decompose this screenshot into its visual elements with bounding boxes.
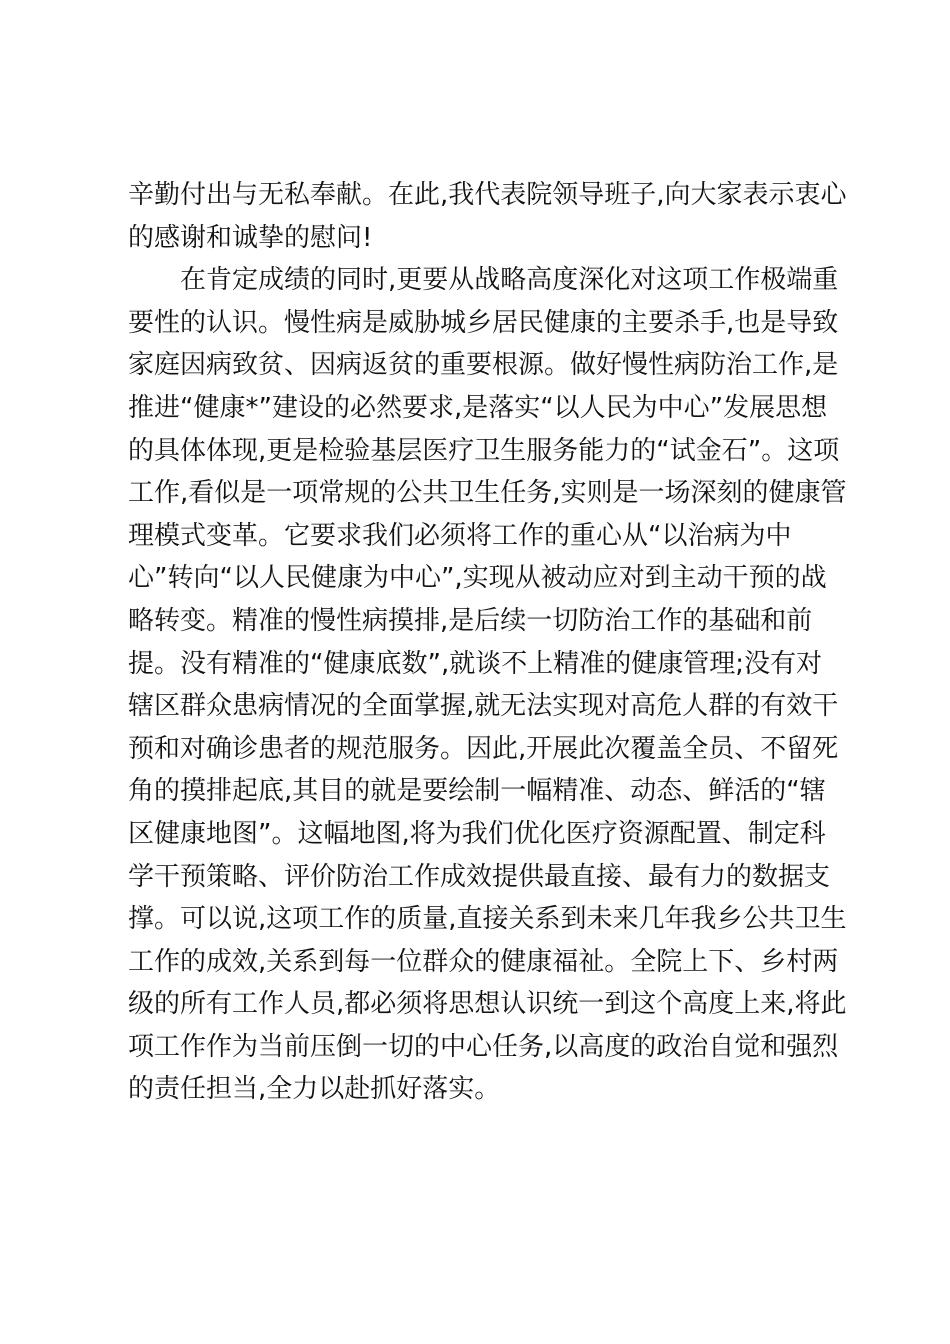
text-line: 级的所有工作人员,都必须将思想认识统一到这个高度上来,将此 (128, 989, 847, 1020)
text-line: 推进“健康*”建设的必然要求,是落实“以人民为中心”发展思想 (128, 392, 828, 423)
text-line: 略转变。精准的慢性病摸排,是后续一切防治工作的基础和前 (128, 605, 813, 636)
text-line: 理模式变革。它要求我们必须将工作的重心从“以治病为中 (128, 520, 792, 551)
text-line: 辖区群众患病情况的全面掌握,就无法实现对高危人群的有效干 (128, 691, 839, 722)
text-line: 提。没有精准的“健康底数”,就谈不上精准的健康管理;没有对 (128, 648, 822, 679)
text-line: 工作的成效,关系到每一位群众的健康福祉。全院上下、乡村两 (128, 946, 839, 977)
text-line: 区健康地图”。这幅地图,将为我们优化医疗资源配置、制定科 (128, 818, 826, 849)
text-line: 角的摸排起底,其目的就是要绘制一幅精准、动态、鲜活的“辖 (128, 776, 826, 807)
paragraph-start-line: 在肯定成绩的同时,更要从战略高度深化对这项工作极端重 (180, 265, 839, 296)
text-line: 项工作作为当前压倒一切的中心任务,以高度的政治自觉和强烈 (128, 1031, 839, 1062)
text-line: 辛勤付出与无私奉献。在此,我代表院领导班子,向大家表示衷心 (128, 180, 847, 210)
body-text (128, 174, 847, 1111)
text-line: 学干预策略、评价防治工作成效提供最直接、最有力的数据支 (128, 861, 831, 892)
text-line: 预和对确诊患者的规范服务。因此,开展此次覆盖全员、不留死 (128, 733, 839, 764)
text-line: 家庭因病致贫、因病返贫的重要根源。做好慢性病防治工作,是 (128, 350, 839, 381)
text-line: 的感谢和诚挚的慰问! (128, 222, 373, 253)
text-line: 的责任担当,全力以赴抓好落实。 (128, 1074, 501, 1105)
text-line: 要性的认识。慢性病是威胁城乡居民健康的主要杀手,也是导致 (128, 307, 839, 338)
text-line: 的具体体现,更是检验基层医疗卫生服务能力的“试金石”。这项 (128, 435, 840, 466)
text-line: 心”转向“以人民健康为中心”,实现从被动应对到主动干预的战 (128, 563, 827, 594)
text-line: 撑。可以说,这项工作的质量,直接关系到未来几年我乡公共卫生 (128, 904, 847, 935)
text-line: 工作,看似是一项常规的公共卫生任务,实则是一场深刻的健康管 (128, 478, 847, 509)
